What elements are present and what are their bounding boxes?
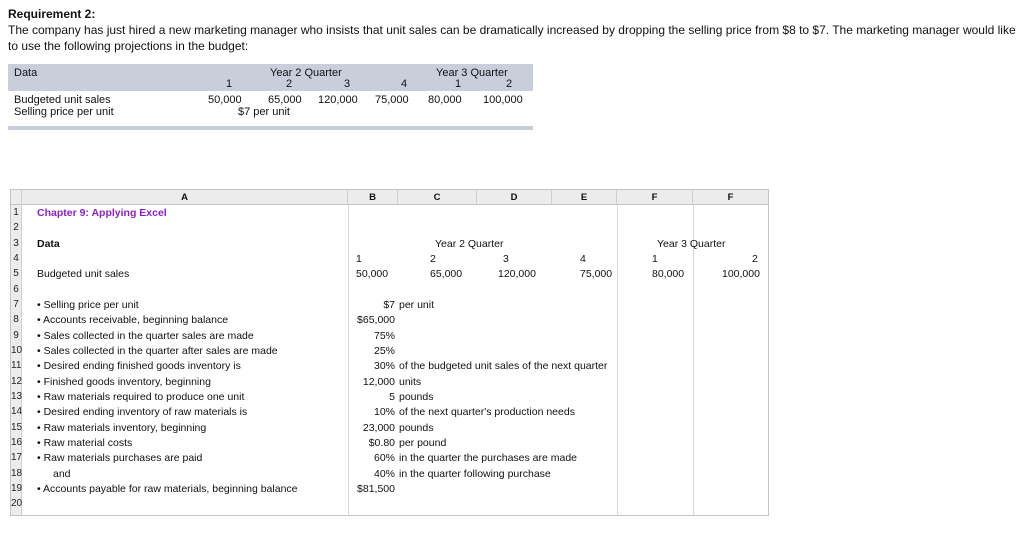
row-number: 13 xyxy=(11,391,23,402)
row-number: 7 xyxy=(13,299,19,310)
corner-header xyxy=(11,190,22,205)
column-header-f[interactable]: F xyxy=(617,190,693,205)
quarter-number-cell[interactable]: 2 xyxy=(752,253,758,265)
sheet-year2-label[interactable]: Year 2 Quarter xyxy=(435,238,504,250)
quarter-number-cell[interactable]: 2 xyxy=(430,253,436,265)
mini-year3-label: Year 3 Quarter xyxy=(436,67,508,79)
column-header-a[interactable]: A xyxy=(22,190,348,205)
column-header-b[interactable]: B xyxy=(348,190,398,205)
column-header-e[interactable]: E xyxy=(552,190,617,205)
mini-row1-value: 120,000 xyxy=(318,94,358,106)
mini-quarter-num: 3 xyxy=(344,78,351,90)
spreadsheet xyxy=(10,189,769,516)
assumption-value[interactable]: $0.80 xyxy=(368,437,395,449)
sheet-year3-label[interactable]: Year 3 Quarter xyxy=(657,238,726,250)
row-number: 2 xyxy=(13,222,19,233)
mini-row1-value: 65,000 xyxy=(268,94,302,106)
column-header-f2[interactable]: F xyxy=(693,190,768,205)
sheet-data-label[interactable]: Data xyxy=(37,238,60,250)
quarter-number-cell[interactable]: 3 xyxy=(503,253,509,265)
assumption-label[interactable]: • Raw materials required to produce one unit xyxy=(37,391,245,403)
assumption-label[interactable]: • Finished goods inventory, beginning xyxy=(37,376,211,388)
assumption-label[interactable]: • Raw materials inventory, beginning xyxy=(37,422,207,434)
assumption-label[interactable]: • Accounts receivable, beginning balance xyxy=(37,314,229,326)
budgeted-sales-cell[interactable]: 65,000 xyxy=(430,268,463,280)
assumption-value[interactable]: 75% xyxy=(373,330,395,342)
assumption-note[interactable]: per pound xyxy=(399,437,447,449)
mini-row2-label: Selling price per unit xyxy=(14,106,114,118)
budgeted-sales-cell[interactable]: 80,000 xyxy=(652,268,685,280)
assumption-value[interactable]: $81,500 xyxy=(357,483,395,495)
assumption-value[interactable]: 30% xyxy=(373,360,395,372)
mini-row2-value: $7 per unit xyxy=(238,106,290,118)
assumption-value[interactable]: $65,000 xyxy=(357,314,395,326)
sheet-title[interactable]: Chapter 9: Applying Excel xyxy=(37,207,167,219)
quarter-number-cell[interactable]: 1 xyxy=(652,253,658,265)
budgeted-sales-cell[interactable]: 50,000 xyxy=(356,268,389,280)
assumption-label[interactable]: and xyxy=(53,468,71,480)
mini-quarter-num: 2 xyxy=(286,78,293,90)
row-number: 10 xyxy=(11,345,23,356)
requirement-paragraph: The company has just hired a new marketing manager who insists that unit sales can be dramatically increased by dropping the selling price from $8 to $7. The marketing manager would like to use the following projections in the budget: xyxy=(8,23,1016,53)
grid-line xyxy=(617,205,618,515)
assumption-label[interactable]: • Accounts payable for raw materials, beginning balance xyxy=(37,483,298,495)
mini-row1-label: Budgeted unit sales xyxy=(14,94,111,106)
row-number: 8 xyxy=(13,314,19,325)
assumption-note[interactable]: pounds xyxy=(399,391,434,403)
assumption-note[interactable]: pounds xyxy=(399,422,434,434)
mini-row1-value: 50,000 xyxy=(208,94,242,106)
assumption-label[interactable]: • Raw materials purchases are paid xyxy=(37,452,203,464)
column-header-d[interactable]: D xyxy=(477,190,552,205)
assumption-note[interactable]: per unit xyxy=(399,299,435,311)
assumption-value[interactable]: 12,000 xyxy=(362,376,395,388)
row-number: 6 xyxy=(13,284,19,295)
assumption-label[interactable]: • Sales collected in the quarter sales are made xyxy=(37,330,254,342)
mini-quarter-num: 2 xyxy=(506,78,513,90)
row-number: 20 xyxy=(11,498,23,509)
assumption-label[interactable]: • Raw material costs xyxy=(37,437,133,449)
row-number: 12 xyxy=(11,376,23,387)
assumption-note[interactable]: in the quarter following purchase xyxy=(399,468,551,480)
assumption-value[interactable]: 25% xyxy=(373,345,395,357)
row-number: 14 xyxy=(11,406,23,417)
assumption-value[interactable]: 23,000 xyxy=(362,422,395,434)
assumption-value[interactable]: 5 xyxy=(389,391,395,403)
assumption-value[interactable]: 40% xyxy=(373,468,395,480)
budgeted-sales-cell[interactable]: 75,000 xyxy=(580,268,613,280)
quarter-number-cell[interactable]: 1 xyxy=(356,253,362,265)
mini-year2-label: Year 2 Quarter xyxy=(270,67,342,79)
row-number: 11 xyxy=(11,360,22,371)
assumption-value[interactable]: 60% xyxy=(373,452,395,464)
assumption-note[interactable]: in the quarter the purchases are made xyxy=(399,452,578,464)
row-number: 4 xyxy=(13,253,19,264)
mini-data-label: Data xyxy=(14,67,38,79)
row-number: 9 xyxy=(13,330,19,341)
assumption-label[interactable]: • Desired ending inventory of raw materials is xyxy=(37,406,248,418)
assumption-note[interactable]: of the budgeted unit sales of the next quarter xyxy=(399,360,608,372)
assumption-value[interactable]: $7 xyxy=(383,299,395,311)
projection-table-footer-bar xyxy=(8,126,533,130)
projection-table xyxy=(8,64,533,130)
assumption-note[interactable]: of the next quarter's production needs xyxy=(399,406,575,418)
grid-line xyxy=(693,205,694,515)
budgeted-sales-label[interactable]: Budgeted unit sales xyxy=(37,268,130,280)
column-header-c[interactable]: C xyxy=(398,190,477,205)
row-number: 15 xyxy=(11,422,23,433)
assumption-label[interactable]: • Desired ending finished goods inventory is xyxy=(37,360,241,372)
assumption-note[interactable]: units xyxy=(399,376,422,388)
row-number: 18 xyxy=(11,468,23,479)
row-number: 19 xyxy=(11,483,23,494)
row-number: 5 xyxy=(13,268,19,279)
row-number: 1 xyxy=(13,207,19,218)
budgeted-sales-cell[interactable]: 120,000 xyxy=(498,268,536,280)
assumption-label[interactable]: • Sales collected in the quarter after sales are made xyxy=(37,345,278,357)
mini-quarter-num: 4 xyxy=(401,78,408,90)
budgeted-sales-cell[interactable]: 100,000 xyxy=(722,268,760,280)
assumption-value[interactable]: 10% xyxy=(373,406,395,418)
assumption-label[interactable]: • Selling price per unit xyxy=(37,299,139,311)
row-number: 3 xyxy=(13,238,19,249)
mini-quarter-num: 1 xyxy=(226,78,233,90)
mini-row1-value: 75,000 xyxy=(375,94,409,106)
row-number: 17 xyxy=(11,452,23,463)
mini-quarter-num: 1 xyxy=(455,78,462,90)
requirement-heading: Requirement 2: xyxy=(8,7,96,21)
quarter-number-cell[interactable]: 4 xyxy=(580,253,586,265)
row-number: 16 xyxy=(11,437,23,448)
mini-row1-value: 100,000 xyxy=(483,94,523,106)
mini-row1-value: 80,000 xyxy=(428,94,462,106)
